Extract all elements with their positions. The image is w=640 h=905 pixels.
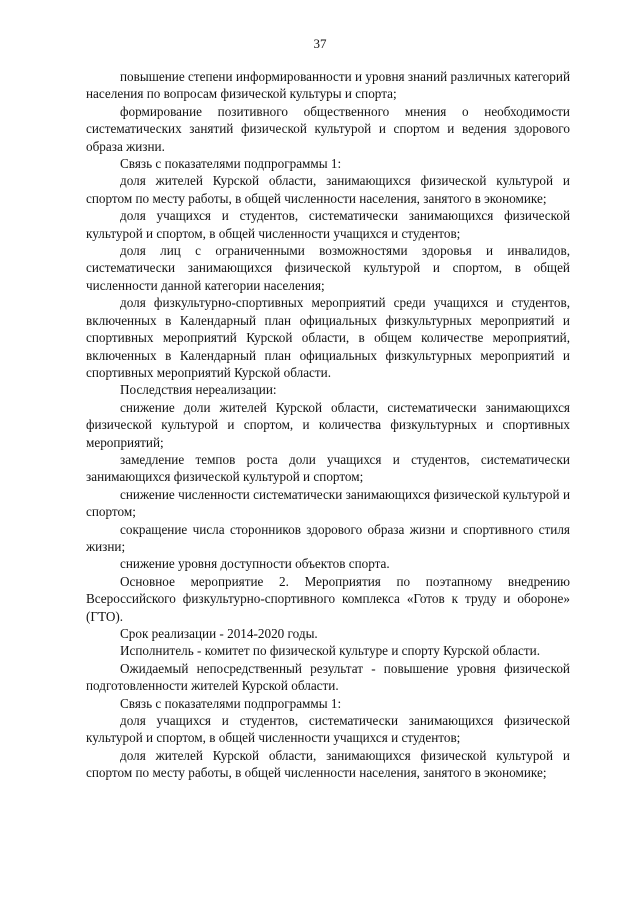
page-number: 37 bbox=[313, 36, 327, 51]
paragraph: Последствия нереализации: bbox=[120, 382, 277, 398]
paragraph: снижение доли жителей Курской области, систематически занимающихся физической культурой и спортом, и количества физкультурных и спортивных мероприятий; bbox=[86, 399, 570, 450]
paragraph: Ожидаемый непосредственный результат - повышение уровня физической подготовленности жителей Курской области. bbox=[86, 660, 570, 694]
paragraph: повышение степени информированности и уровня знаний различных категорий населения по вопросам физической культуры и спорта; bbox=[86, 69, 570, 102]
paragraph: снижение уровня доступности объектов спорта. bbox=[120, 556, 390, 572]
body-text bbox=[86, 68, 570, 782]
paragraph: доля лиц с ограниченными возможностями здоровья и инвалидов, систематически занимающихся физической культурой и спортом, в общей численности данной категории населения; bbox=[86, 243, 570, 293]
paragraph: формирование позитивного общественного мнения о необходимости систематических занятий физической культурой и спортом и ведения здорового образа жизни. bbox=[86, 103, 570, 154]
paragraph: замедление темпов роста доли учащихся и студентов, систематически занимающихся физической культурой и спортом; bbox=[86, 451, 570, 485]
paragraph: доля физкультурно-спортивных мероприятий среди учащихся и студентов, включенных в Календарный план официальных физкультурных мероприятий и спортивных мероприятий Курской области, в общем количестве мероприятий, включенных в Календарный план официальных физкультурных мероприятий и спортивных мероприятий Курской области. bbox=[86, 295, 570, 380]
paragraph: Исполнитель - комитет по физической культуре и спорту Курской области. bbox=[120, 643, 540, 659]
paragraph: Срок реализации - 2014-2020 годы. bbox=[120, 626, 318, 641]
paragraph: доля жителей Курской области, занимающихся физической культурой и спортом по месту работы, в общей численности населения, занятого в экономике; bbox=[86, 173, 570, 206]
paragraph: доля учащихся и студентов, систематически занимающихся физической культурой и спортом, в общей численности учащихся и студентов; bbox=[86, 208, 570, 241]
paragraph: доля жителей Курской области, занимающихся физической культурой и спортом по месту работы, в общей численности населения, занятого в экономике; bbox=[86, 747, 570, 781]
paragraph: Основное мероприятие 2. Мероприятия по поэтапному внедрению Всероссийского физкультурно-спортивного комплекса «Готов к труду и обороне» (ГТО). bbox=[86, 573, 570, 624]
paragraph: Связь с показателями подпрограммы 1: bbox=[120, 695, 342, 711]
paragraph: доля учащихся и студентов, систематически занимающихся физической культурой и спортом, в общей численности учащихся и студентов; bbox=[86, 713, 570, 746]
paragraph: снижение численности систематически занимающихся физической культурой и спортом; bbox=[86, 486, 570, 520]
paragraph: Связь с показателями подпрограммы 1: bbox=[120, 156, 342, 172]
paragraph: сокращение числа сторонников здорового образа жизни и спортивного стиля жизни; bbox=[86, 521, 570, 554]
